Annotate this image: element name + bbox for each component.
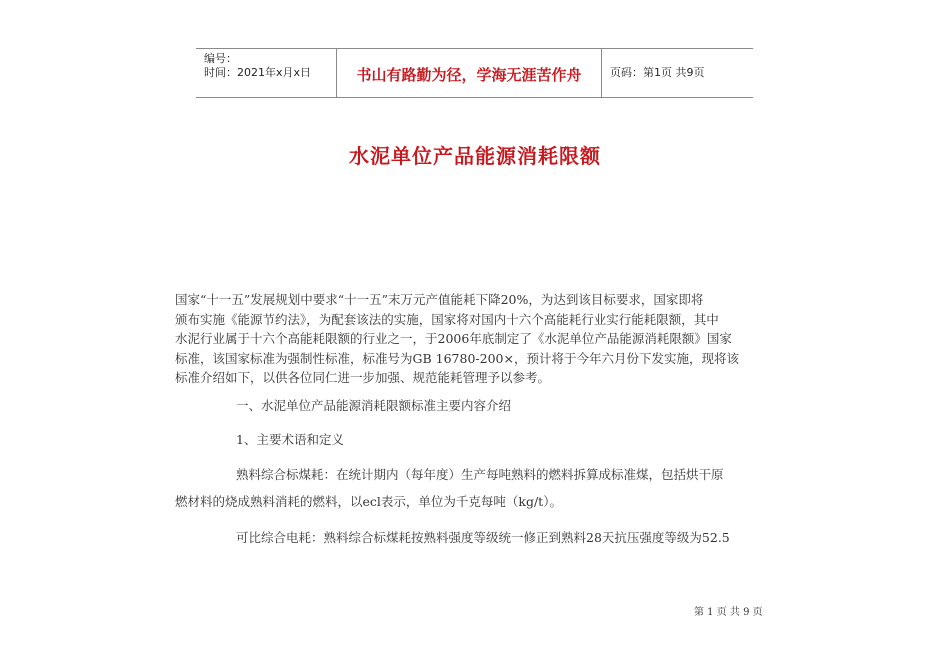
document-title: 水泥单位产品能源消耗限额 bbox=[349, 144, 601, 168]
header-middle-cell bbox=[337, 49, 602, 97]
section-heading: 一、水泥单位产品能源消耗限额标准主要内容介绍 bbox=[236, 398, 512, 413]
intro-line: 标准介绍如下，以供各位同仁进一步加强、规范能耗管理予以参考。 bbox=[175, 370, 551, 385]
intro-line: 标准，该国家标准为强制性标准，标准号为GB 16780-200×，预计将于今年六月份下发实施，现将该 bbox=[175, 350, 739, 366]
definition-clinker-coal-line1: 熟料综合标煤耗：在统计期内（每年度）生产每吨熟料的燃料拆算成标准煤，包括烘干原 bbox=[236, 467, 724, 482]
header-right-cell bbox=[602, 49, 753, 97]
intro-paragraph bbox=[175, 290, 780, 388]
document-header bbox=[196, 48, 753, 98]
intro-line: 国家“十一五”发展规划中要求“十一五”末万元产值能耗下降20%，为达到该目标要求，国家即将 bbox=[175, 292, 704, 307]
document-number-label: 编号： bbox=[204, 52, 237, 65]
intro-line: 颁布实施《能源节约法》，为配套该法的实施，国家将对国内十六个高能耗行业实行能耗限额，其中 bbox=[175, 311, 719, 327]
definition-comparable-power-line1: 可比综合电耗：熟料综合标煤耗按熟料强度等级统一修正到熟料28天抗压强度等级为52.5 bbox=[236, 530, 730, 545]
definition-clinker-coal-line2: 燃材料的烧成熟料消耗的燃料，以ecl表示，单位为千克每吨（kg/t）。 bbox=[175, 494, 562, 509]
header-left-cell bbox=[196, 49, 337, 97]
document-time-label: 时间：2021年x月x日 bbox=[204, 66, 312, 79]
intro-line: 水泥行业属于十六个高能耗限额的行业之一，于2006年底制定了《水泥单位产品能源消耗限额》国家 bbox=[175, 331, 732, 346]
header-motto: 书山有路勤为径，学海无涯苦作舟 bbox=[356, 66, 582, 84]
footer-page-info: 第 1 页 共 9 页 bbox=[694, 607, 763, 618]
header-page-info: 页码：第1页 共9页 bbox=[610, 66, 705, 79]
subsection-heading: 1、主要术语和定义 bbox=[236, 432, 344, 447]
